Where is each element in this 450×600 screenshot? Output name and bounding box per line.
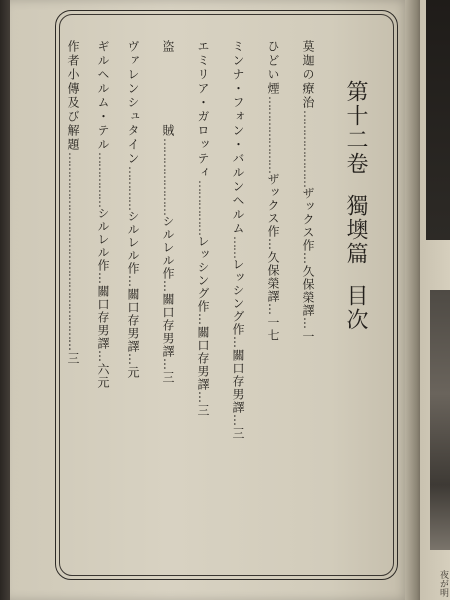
entry-author: シルレル作 <box>96 207 110 272</box>
leader-dots: ………… <box>126 166 140 210</box>
entry-page: …三 <box>66 339 80 365</box>
entry-translator: …關口存男譯 <box>96 272 110 350</box>
entry-page: …三 <box>196 391 210 417</box>
adjacent-page-caption: 夜が明 <box>438 570 448 597</box>
entry-page: …三 <box>231 414 245 440</box>
leader-dots: …………… <box>96 152 110 207</box>
entry-title: ひどい煙 <box>266 40 280 96</box>
toc-entry <box>125 40 141 379</box>
entry-author: シルレル作 <box>161 215 175 280</box>
leader-dots: ………………… <box>266 96 280 173</box>
toc-entry <box>265 40 281 342</box>
entry-title: 莫迦の療治 <box>301 40 315 110</box>
entry-page: …三 <box>161 358 175 384</box>
entry-title: ミンナ・フォン・バルンヘルム <box>231 40 245 236</box>
section-title: 獨墺篇 <box>343 194 368 266</box>
toc-entry <box>195 40 211 417</box>
entry-title: エミリア・ガロッティ <box>196 40 210 180</box>
leader-dots: ………………… <box>161 138 175 215</box>
entry-author: レッシング作 <box>231 258 245 336</box>
entry-translator: …關口存男譯 <box>231 336 245 414</box>
leader-dots: …………………………………………… <box>66 152 80 339</box>
page-heading <box>340 80 371 332</box>
toc-entry <box>160 40 176 384</box>
leader-dots: …… <box>231 236 245 258</box>
entry-translator: …久保榮譯 <box>266 238 280 303</box>
entry-page: …一 <box>301 317 315 343</box>
entry-title: 盗 <box>161 40 175 54</box>
toc-entry <box>65 40 81 365</box>
entry-page: …元 <box>126 353 140 379</box>
entry-title: ヴァレンシュタイン <box>126 40 140 166</box>
entry-page: …六元 <box>96 350 110 389</box>
entry-title: 作者小傳及び解題 <box>66 40 80 152</box>
adjacent-page <box>420 0 450 600</box>
leader-dots: ………………… <box>301 110 315 187</box>
book-page <box>10 0 410 600</box>
entry-author: シルレル作 <box>126 210 140 275</box>
entry-translator: …關口存男譯 <box>196 313 210 391</box>
entry-author: レッシング作 <box>196 235 210 313</box>
entry-translator: …關口存男譯 <box>126 275 140 353</box>
entry-translator: …關口存男譯 <box>161 280 175 358</box>
toc-entry <box>95 40 111 389</box>
entry-translator: …久保榮譯 <box>301 252 315 317</box>
entry-page: …一七 <box>266 303 280 342</box>
adjacent-page-photo <box>430 290 450 550</box>
entry-author: ザックス作 <box>301 187 315 252</box>
adjacent-page-shadow <box>426 0 450 240</box>
toc-label: 目次 <box>343 284 368 332</box>
toc-entry <box>300 40 316 343</box>
entry-author: ザックス作 <box>266 173 280 238</box>
volume-label: 第十二卷 <box>343 80 368 176</box>
entry-title: 賊 <box>161 124 175 138</box>
entry-title: ギルヘルム・テル <box>96 40 110 152</box>
leader-dots: …………… <box>196 180 210 235</box>
toc-entry <box>230 40 246 440</box>
